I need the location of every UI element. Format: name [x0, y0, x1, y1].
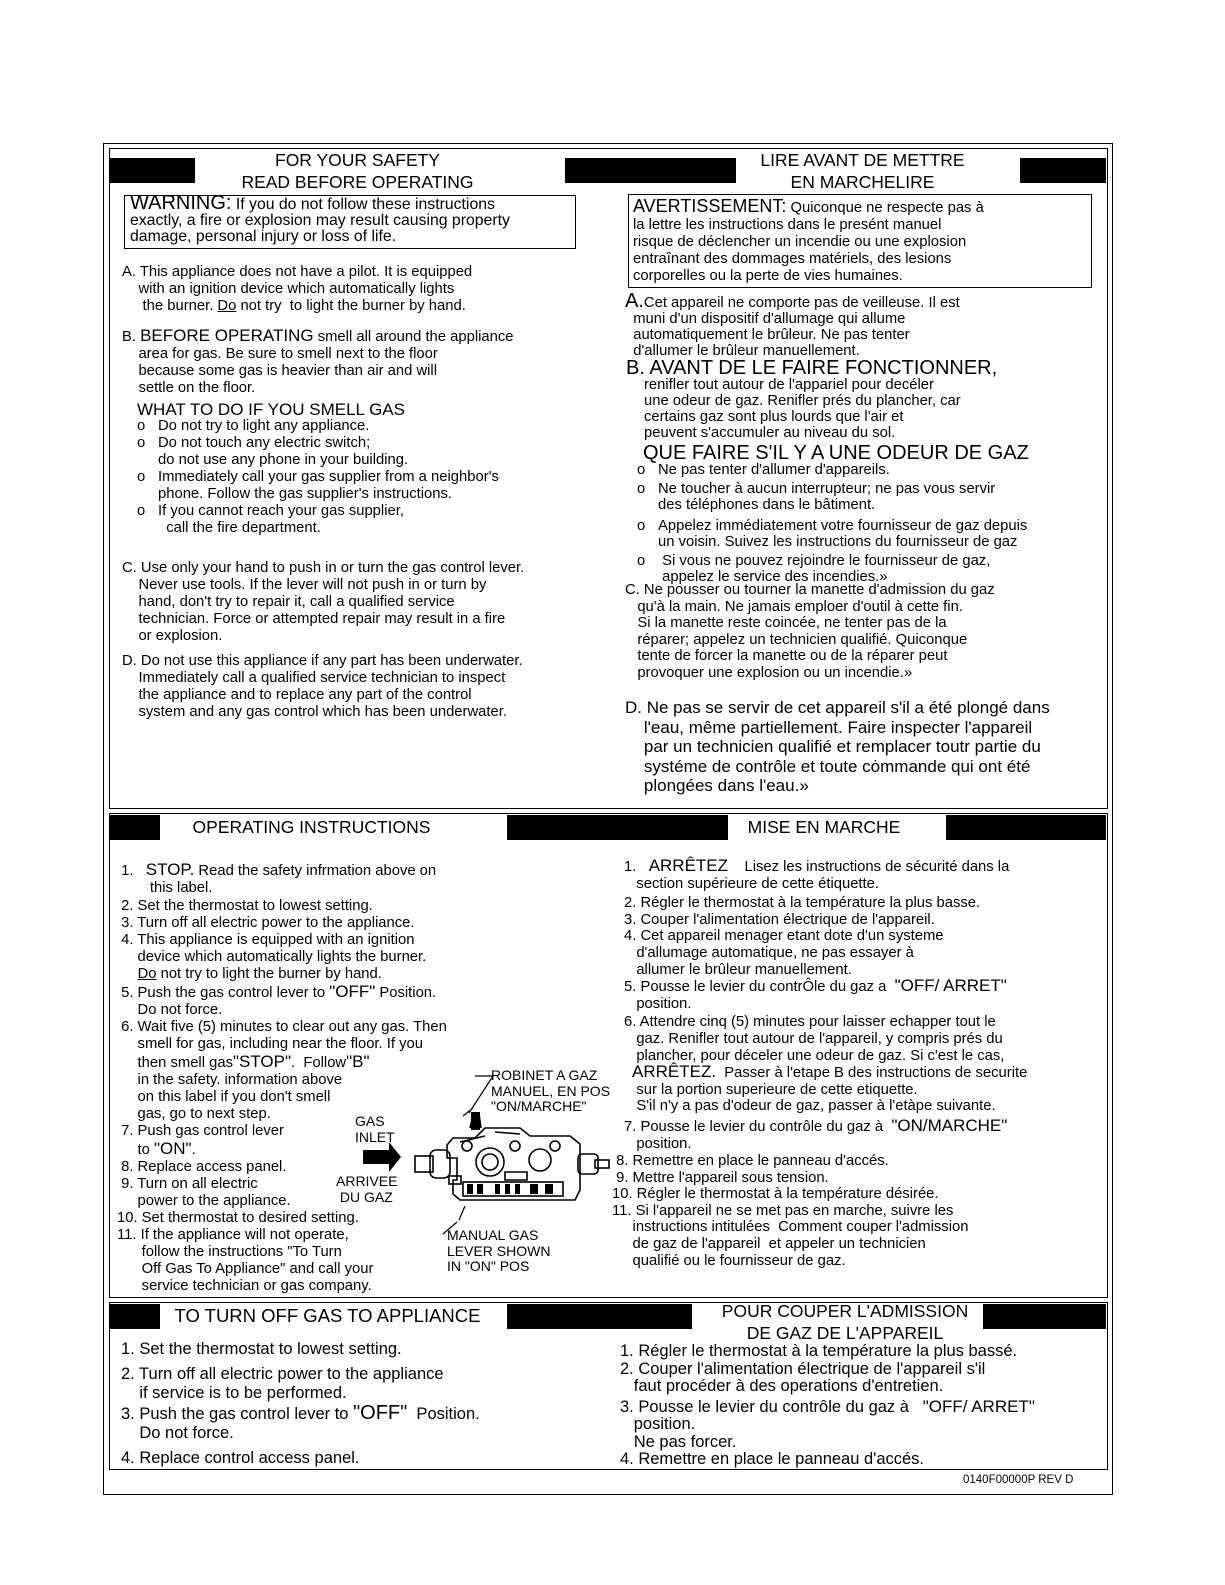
valve-label-robinet: ROBINET A GAZ MANUEL, EN POS "ON/MARCHE": [491, 1067, 611, 1114]
fr-gas-heading: QUE FAIRE S'IL Y A UNE ODEUR DE GAZ: [643, 442, 1029, 464]
fr-item-a: A.Cet appareil ne comporte pas de veilleuse. Il est muni d'un dispositif d'allumage qui allume automatiquement le brûleur. Ne pas tenter d'allumer le brûleur manuellement.: [625, 290, 960, 359]
black-bar: [565, 158, 736, 183]
operating-steps-en: 1. STOP. Read the safety infrmation above on this label. 2. Set the thermostat to lowest setting. 3. Turn off all electric power to the appliance. 4. This appliance is equipped with an ignition device which automatically lights the burner. Do not try to light the burner by hand. 5. Push the gas control lever to "OFF" Position. Do not force. 6. Wait five (5) minutes to clear out any gas. Then smell for gas, including near the floor. If you then smell gas"STOP". Follow"B" in the safety. information above on this label if you don't smell gas, go to next step. 7. Push gas control lever to "ON". 8. Replace access panel. 9. Turn on all electric power to the appliance. 10. Set thermostat to desired setting. 11. If the appliance will not operate, follow the instructions "To Turn Off Gas To Appliance" and call your service technician or gas company.: [117, 860, 447, 1294]
operating-steps-fr: 1. ARRÊTEZ Lisez les instructions de sécurité dans la section supérieure de cette étiquette. 2. Régler le thermostat à la température la plus basse. 3. Couper l'alimentation électrique de l'appareil. 4. Cet appareil menager etant dote d'un systeme d'allumage automatique, ne pas essayer à allumer le brûleur manuellement. 5. Pousse le levier du contrÔle du gaz a "OFF/ ARRET" position. 6. Attendre cinq (5) minutes pour laisser echapper tout le gaz. Renifler tout autour de l'appareil, y compris prés du plancher, pour déceler une odeur de gaz. Si c'est le cas, ARRÊTEZ. Passer à l'etape B des instructions de securite sur la portion superieure de cette etiquette. S'il n'y a pas d'odeur de gaz, passer à l'etàpe suivante. 7. Pousse le levier du contrôle du gaz à "ON/MARCHE" position. 8. Remettre en place le panneau d'accés. 9. Mettre l'appareil sous tension. 10. Régler le thermostat à la température désirée. 11. Si l'appareil ne se met pas en marche, suivre les instructions intitulées Comment couper l'admission de gaz de l'appareil et appeler un technicien qualifié ou le fournisseur de gaz.: [612, 856, 1028, 1269]
fr-gas-list: o Ne pas tenter d'allumer d'appareils. o Ne toucher à aucun interrupteur; ne pas vous servir des téléphones dans le bâtiment. o Appelez immédiatement votre fournisseur de gaz depuis un voisin. Suivez les instructions du fournisseur de gaz o Si vous ne pouvez rejoindre le fournisseur de gaz, appelez le service des incendies.»: [637, 462, 1028, 585]
avertissement-text: AVERTISSEMENT: Quiconque ne respecte pas à la lettre les instructions dans le presént manuel risque de déclencher un incendie ou une explosion entraînant des dommages matériels, des lesions corporelles ou la perte de vies humaines.: [633, 196, 984, 284]
operating-heading-fr: MISE EN MARCHE: [747, 817, 901, 837]
valve-label-gas-inlet: GAS INLET: [355, 1113, 395, 1145]
warning-text: WARNING: If you do not follow these instructions exactly, a fire or explosion may result causing property damage, personal injury or loss of life.: [130, 192, 510, 245]
part-number: 0140F00000P REV D: [963, 1474, 1074, 1486]
turnoff-heading-en: TO TURN OFF GAS TO APPLIANCE: [174, 1305, 481, 1326]
safety-heading-en: FOR YOUR SAFETY READ BEFORE OPERATING: [241, 150, 474, 192]
black-bar: [109, 1304, 160, 1329]
safety-item-c: C. Use only your hand to push in or turn the gas control lever. Never use tools. If the lever will not push in or turn by hand, don't try to repair it, call a qualified service technician. Force or attempted repair may result in a fire or explosion.: [122, 560, 525, 644]
valve-label-manual: MANUAL GAS LEVER SHOWN IN "ON" POS: [447, 1227, 551, 1274]
fr-item-d: D. Ne pas se servir de cet appareil s'il a été plongé dans l'eau, même partiellement. Faire inspecter l'appareil par un technicien qualifié et remplacer toutr partie du systéme de contrôle et toute cȯmmande qui ont été plongées dans l'eau.»: [625, 698, 1050, 796]
black-bar: [109, 815, 160, 840]
turnoff-steps-fr: 1. Régler le thermostat à la température la plus bassé. 2. Couper l'alimentation électrique de l'appareil s'il faut procéder à des operations d'entretien. 3. Pousse le levier du contrôle du gaz à "OFF/ ARRET" position. Ne pas forcer. 4. Remettre en place le panneau d'accés.: [620, 1342, 1035, 1468]
safety-item-b: B. BEFORE OPERATING smell all around the appliance area for gas. Be sure to smell next to the floor because some gas is heavier than air and will settle on the floor.: [122, 326, 514, 396]
valve-label-arrivee: ARRIVEE DU GAZ: [336, 1173, 398, 1205]
black-bar: [109, 158, 195, 183]
black-bar: [983, 1304, 1106, 1329]
black-bar: [1020, 158, 1106, 183]
fr-item-b: renifler tout autour de l'appariel pour decéler une odeur de gaz. Renifler prés du plancher, car certains gaz sont plus lourds que l'air et peuvent s'accumuler au niveau du sol.: [644, 377, 961, 441]
turnoff-steps-en: 1. Set the thermostat to lowest setting. 2. Turn off all electric power to the appliance if service is to be performed. 3. Push the gas control lever to "OFF" Position. Do not force. 4. Replace control access panel.: [121, 1340, 480, 1467]
fr-item-b-heading: B. AVANT DE LE FAIRE FONCTIONNER,: [626, 357, 998, 379]
smell-gas-heading: WHAT TO DO IF YOU SMELL GAS: [137, 400, 405, 419]
operating-heading-en: OPERATING INSTRUCTIONS: [192, 817, 431, 837]
safety-item-a: A. This appliance does not have a pilot. It is equipped with an ignition device which automatically lights the burner. Do not try to light the burner by hand.: [122, 264, 473, 314]
smell-gas-list: o Do not try to light any appliance. o Do not touch any electric switch; do not use any phone in your building. o Immediately call your gas supplier from a neighbor's phone. Follow the gas supplier's instructions. o If you cannot reach your gas supplier, call the fire department.: [137, 418, 499, 536]
safety-item-d: D. Do not use this appliance if any part has been underwater. Immediately call a qualified service technician to inspect the appliance and to replace any part of the control system and any gas control which has been underwater.: [122, 653, 523, 720]
robinet-leader-line: [465, 1075, 495, 1115]
safety-heading-fr: LIRE AVANT DE METTRE EN MARCHELIRE: [760, 150, 965, 192]
black-bar: [507, 815, 728, 840]
black-bar: [507, 1304, 692, 1329]
turnoff-heading-fr: POUR COUPER L'ADMISSION DE GAZ DE L'APPAREIL: [721, 1301, 969, 1343]
fr-item-c: C. Ne pousser ou tourner la manette d'admission du gaz qu'à la main. Ne jamais emploer d'outil à cette fin. Si la manette reste coincée, ne tenter pas de la réparer; appelez un technicien qualifié. Quiconque tente de forcer la manette ou de la réparer peut provoquer une explosion ou un incendie.»: [625, 582, 995, 681]
black-bar: [946, 815, 1106, 840]
